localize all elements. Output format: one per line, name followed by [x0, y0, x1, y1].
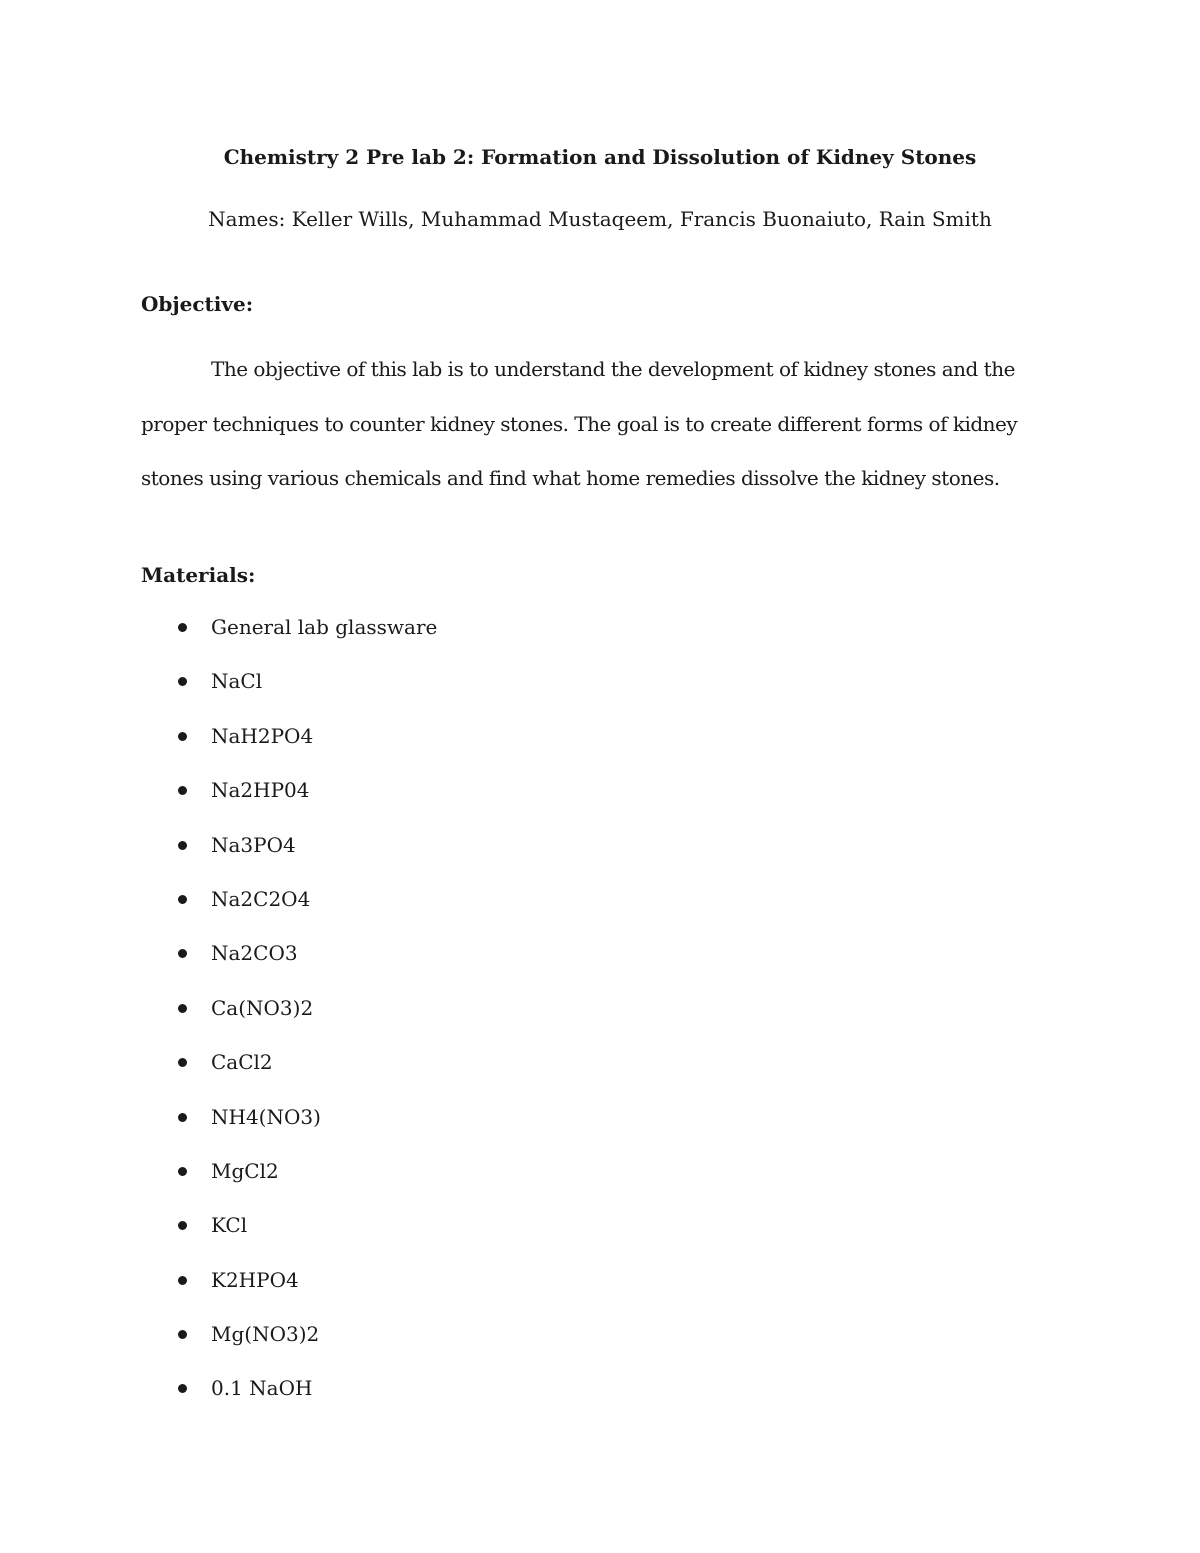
material-label: Na3PO4 — [211, 832, 296, 857]
material-label: Na2CO3 — [211, 941, 298, 966]
bullet-icon — [178, 1384, 187, 1393]
bullet-icon — [178, 786, 187, 795]
material-label: NaCl — [211, 669, 263, 694]
material-label: MgCl2 — [211, 1158, 279, 1183]
material-label: 0.1 NaOH — [211, 1376, 313, 1401]
bullet-icon — [178, 1113, 187, 1122]
bullet-icon — [178, 949, 187, 958]
bullet-icon — [178, 677, 187, 686]
bullet-icon — [178, 1330, 187, 1339]
material-label: General lab glassware — [211, 615, 438, 639]
material-label: Na2C2O4 — [211, 886, 311, 911]
bullet-icon — [178, 841, 187, 850]
bullet-icon — [178, 1004, 187, 1013]
material-label: NH4(NO3) — [211, 1104, 321, 1129]
material-label: KCl — [211, 1213, 248, 1238]
bullet-icon — [178, 1276, 187, 1285]
materials-heading: Materials: — [141, 563, 256, 587]
bullet-icon — [178, 1167, 187, 1176]
objective-paragraph: The objective of this lab is to understand the development of kidney stones and the proper techniques to counter kidney stones. The goal is to create different forms of kidney stones using various chemicals and find what home remedies dissolve the kidney stones. — [141, 357, 1018, 490]
material-label: CaCl2 — [211, 1050, 273, 1075]
bullet-icon — [178, 1058, 187, 1067]
material-label: Ca(NO3)2 — [211, 995, 314, 1020]
material-label: NaH2PO4 — [211, 723, 314, 748]
material-label: Na2HP04 — [211, 778, 310, 803]
material-label: K2HPO4 — [211, 1267, 299, 1292]
author-names: Names: Keller Wills, Muhammad Mustaqeem, Francis Buonaiuto, Rain Smith — [208, 207, 992, 231]
objective-heading: Objective: — [141, 292, 254, 316]
document-title: Chemistry 2 Pre lab 2: Formation and Dissolution of Kidney Stones — [223, 145, 977, 169]
bullet-icon — [178, 895, 187, 904]
material-label: Mg(NO3)2 — [211, 1322, 320, 1347]
bullet-icon — [178, 1221, 187, 1230]
bullet-icon — [178, 732, 187, 741]
bullet-icon — [178, 623, 187, 632]
